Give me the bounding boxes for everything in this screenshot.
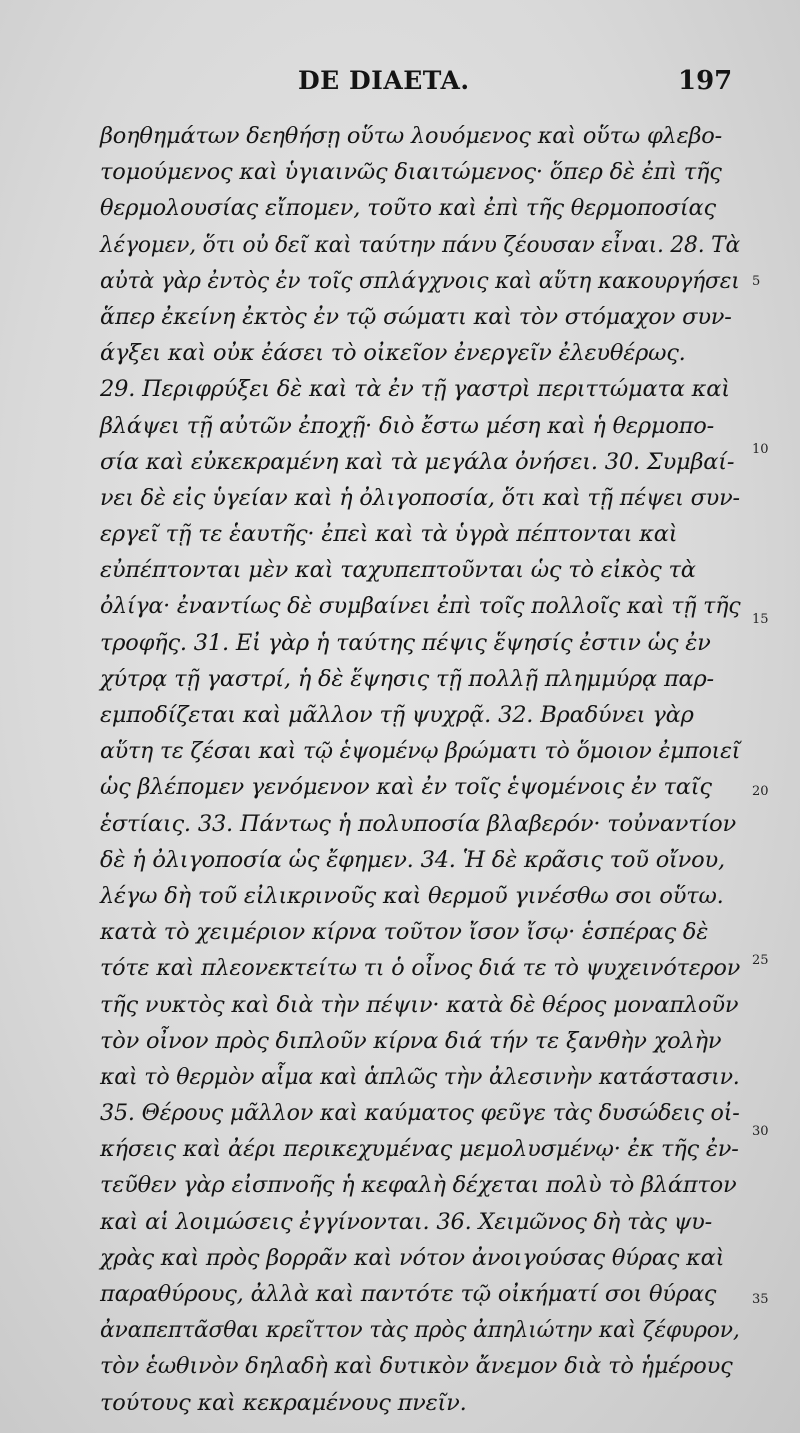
text-line: ὡς βλέπομεν γενόμενον καὶ ἐν τοῖς ἑψομένοις ἐν ταῖς [100,774,712,801]
line-number-15: 15 [752,612,769,627]
text-line: κήσεις καὶ ἀέρι περικεχυμένας μεμολυσμένῳ· ἐκ τῆς ἐν- [100,1136,739,1163]
text-line: καὶ τὸ θερμὸν αἷμα καὶ ἁπλῶς τὴν ἀλεσινὴν κατάστασιν. [100,1063,740,1090]
text-line: τῆς νυκτὸς καὶ διὰ τὴν πέψιν· κατὰ δὲ θέρος μοναπλοῦν [100,991,739,1018]
line-number-10: 10 [752,442,769,457]
text-line: παραθύρους, ἀλλὰ καὶ παντότε τῷ οἰκήματί σοι θύρας [100,1281,717,1307]
text-line: τροφῆς. 31. Εἰ γὰρ ἡ ταύτης πέψις ἕψησίς ἐστιν ὡς ἐν [100,629,711,656]
text-line: τὸν ἑωθινὸν δηλαδὴ καὶ δυτικὸν ἄνεμον διὰ τὸ ἡμέρους [100,1353,733,1380]
text-line: εμποδίζεται καὶ μᾶλλον τῇ ψυχρᾷ. 32. Βραδύνει γὰρ [100,702,694,728]
text-line: τομούμενος καὶ ὑγιαινῶς διαιτώμενος· ὅπερ δὲ ἐπὶ τῆς [100,159,722,186]
text-line: εὐπέπτονται μὲν καὶ ταχυπεπτοῦνται ὡς τὸ εἰκὸς τὰ [100,557,696,584]
text-line: ἅπερ ἐκείνη ἐκτὸς ἐν τῷ σώματι καὶ τὸν στόμαχον συν- [100,303,732,330]
text-line: 35. Θέρους μᾶλλον καὶ καύματος φεῦγε τὰς δυσώδεις οἰ- [100,1100,740,1127]
line-number-5: 5 [752,274,761,289]
text-line: δὲ ἡ ὀλιγοποσία ὡς ἔφημεν. 34. Ἡ δὲ κρᾶσις τοῦ οἴνου, [100,846,725,873]
text-line: κατὰ τὸ χειμέριον κίρνα τοῦτον ἴσον ἴσῳ· ἑσπέρας δὲ [100,919,709,946]
line-number-30: 30 [752,1124,769,1139]
text-line: ἀναπεπτᾶσθαι κρεῖττον τὰς πρὸς ἀπηλιώτην καὶ ζέφυρον, [100,1317,740,1344]
page-number: 197 [678,66,733,96]
main-text [100,118,740,1421]
text-line: βλάψει τῇ αὐτῶν ἐποχῇ· διὸ ἔστω μέση καὶ ἡ θερμοπο- [100,412,714,439]
text-line: βοηθημάτων δεηθήσῃ οὕτω λουόμενος καὶ οὕτω φλεβο- [100,123,723,149]
text-line: λέγομεν, ὅτι οὐ δεῖ καὶ ταύτην πάνυ ζέουσαν εἶναι. 28. Τὰ [100,231,740,258]
text-line: άγξει καὶ οὐκ ἐάσει τὸ οἰκεῖον ἐνεργεῖν ἐλευθέρως. [100,340,686,367]
line-number-20: 20 [752,784,769,799]
text-line: τότε καὶ πλεονεκτείτω τι ὁ οἶνος διά τε τὸ ψυχεινότερον [100,955,741,982]
text-line: ἑστίαις. 33. Πάντως ἡ πολυποσία βλαβερόν· τοὐναντίον [100,810,736,837]
text-line: ὀλίγα· ἐναντίως δὲ συμβαίνει ἐπὶ τοῖς πολλοῖς καὶ τῇ τῆς [100,593,741,620]
text-line: αὐτὰ γὰρ ἐντὸς ἐν τοῖς σπλάγχνοις καὶ αὕτη κακουργήσει [100,267,740,294]
text-line: τεῦθεν γὰρ εἰσπνοῆς ἡ κεφαλὴ δέχεται πολὺ τὸ βλάπτον [100,1172,737,1199]
text-line: σία καὶ εὐκεκραμένη καὶ τὰ μεγάλα ὀνήσει. 30. Συμβαί- [100,448,735,475]
text-line: χρὰς καὶ πρὸς βορρᾶν καὶ νότον ἀνοιγούσας θύρας καὶ [100,1244,725,1271]
text-line: εργεῖ τῇ τε ἑαυτῆς· ἐπεὶ καὶ τὰ ὑγρὰ πέπτονται καὶ [100,521,678,548]
text-line: καὶ αἱ λοιμώσεις ἐγγίνονται. 36. Χειμῶνος δὴ τὰς ψυ- [100,1208,713,1235]
line-number-25: 25 [752,953,769,968]
text-line: χύτρᾳ τῇ γαστρί, ἡ δὲ ἕψησις τῇ πολλῇ πλημμύρᾳ παρ- [100,665,714,692]
line-number-35: 35 [752,1292,769,1307]
text-line: θερμολουσίας εἴπομεν, τοῦτο καὶ ἐπὶ τῆς θερμοποσίας [100,195,716,222]
text-line: τούτους καὶ κεκραμένους πνεῖν. [100,1389,467,1416]
text-line: νει δὲ εἰς ὑγείαν καὶ ἡ ὀλιγοποσία, ὅτι καὶ τῇ πέψει συν- [100,484,740,511]
running-head-title: DE DIAETA. [298,66,470,95]
text-line: αὕτη τε ζέσαι καὶ τῷ ἑψομένῳ βρώματι τὸ ὅμοιον ἐμποιεῖ [100,738,741,765]
text-line: τὸν οἶνον πρὸς διπλοῦν κίρνα διά τήν τε ξανθὴν χολὴν [100,1027,722,1054]
text-line: λέγω δὴ τοῦ εἰλικρινοῦς καὶ θερμοῦ γινέσθω σοι οὕτω. [100,882,724,909]
text-line: 29. Περιφρύξει δὲ καὶ τὰ ἐν τῇ γαστρὶ περιττώματα καὶ [100,376,730,403]
